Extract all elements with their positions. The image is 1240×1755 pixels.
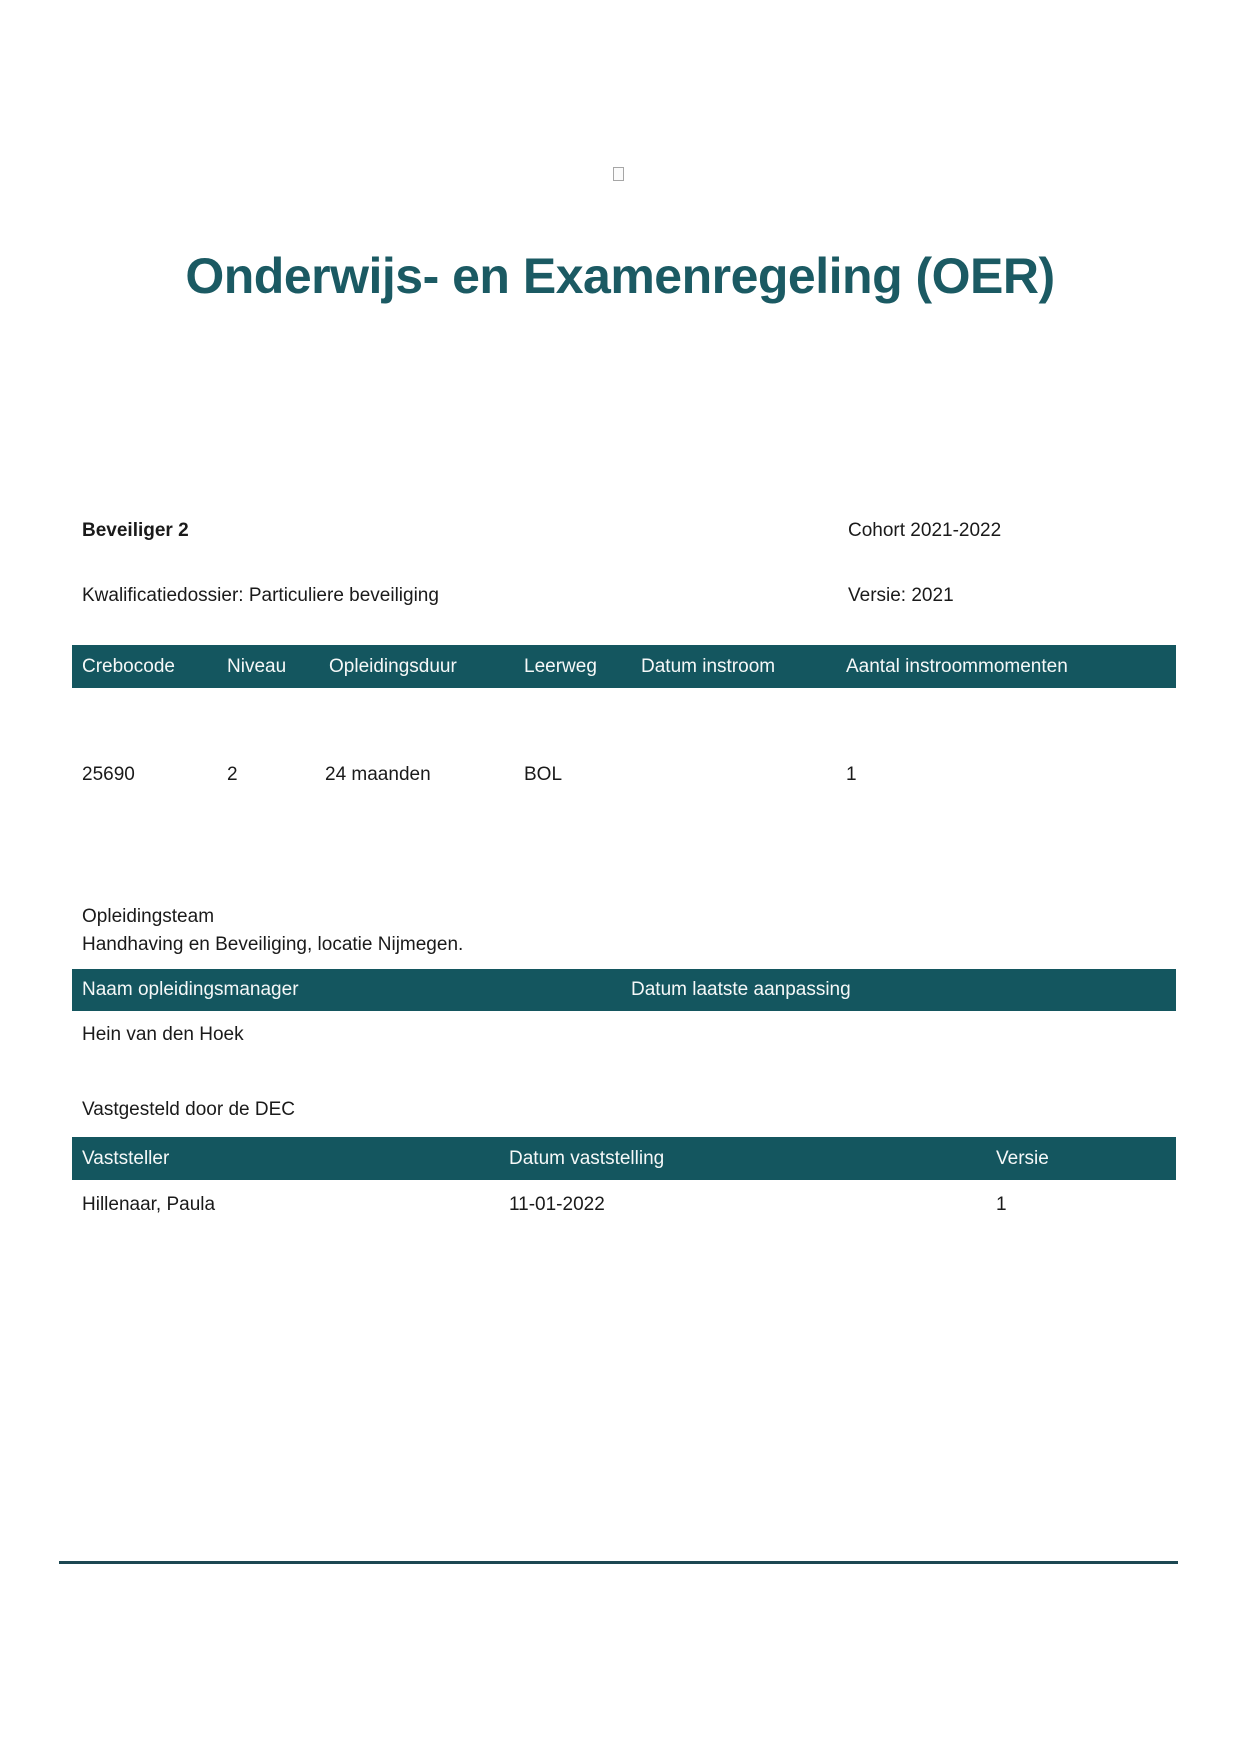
cell-leerweg: BOL bbox=[524, 764, 563, 785]
program-name: Beveiliger 2 bbox=[82, 520, 189, 541]
approval-table-header bbox=[72, 1137, 1176, 1180]
column-header-crebocode: Crebocode bbox=[82, 655, 175, 677]
cell-datum-vaststelling: 11-01-2022 bbox=[509, 1194, 605, 1215]
cell-vaststeller: Hillenaar, Paula bbox=[82, 1194, 216, 1215]
column-header-leerweg: Leerweg bbox=[524, 655, 597, 677]
column-header-datum-vaststelling: Datum vaststelling bbox=[509, 1147, 665, 1169]
program-table-header bbox=[72, 645, 1176, 688]
cohort-label: Cohort 2021-2022 bbox=[848, 520, 1002, 541]
kwalificatiedossier-label: Kwalificatiedossier: Particuliere beveiliging bbox=[82, 585, 439, 606]
versie-label: Versie: 2021 bbox=[848, 585, 954, 606]
cell-aantal-instroommomenten: 1 bbox=[846, 764, 857, 785]
column-header-versie: Versie bbox=[996, 1147, 1049, 1169]
column-header-naam-opleidingsmanager: Naam opleidingsmanager bbox=[82, 979, 299, 1000]
column-header-datum-instroom: Datum instroom bbox=[641, 655, 776, 677]
team-table-header bbox=[72, 969, 1176, 1011]
column-header-niveau: Niveau bbox=[227, 655, 287, 677]
column-header-datum-laatste-aanpassing: Datum laatste aanpassing bbox=[631, 979, 851, 1000]
column-header-aantal-instroommomenten: Aantal instroommomenten bbox=[846, 655, 1068, 677]
cell-opleidingsmanager: Hein van den Hoek bbox=[82, 1024, 244, 1045]
cell-crebocode: 25690 bbox=[82, 764, 135, 785]
column-header-vaststeller: Vaststeller bbox=[82, 1147, 170, 1169]
cell-versie: 1 bbox=[996, 1194, 1007, 1215]
team-subheading: Handhaving en Beveiliging, locatie Nijmegen. bbox=[82, 934, 464, 955]
broken-image-placeholder-icon bbox=[613, 167, 624, 181]
column-header-opleidingsduur: Opleidingsduur bbox=[329, 655, 457, 677]
footer-rule bbox=[59, 1561, 1178, 1564]
team-heading: Opleidingsteam bbox=[82, 906, 215, 927]
page-title: Onderwijs- en Examenregeling (OER) bbox=[185, 248, 1055, 304]
approval-heading: Vastgesteld door de DEC bbox=[82, 1099, 295, 1120]
cell-opleidingsduur: 24 maanden bbox=[325, 764, 431, 785]
cell-niveau: 2 bbox=[227, 764, 238, 785]
